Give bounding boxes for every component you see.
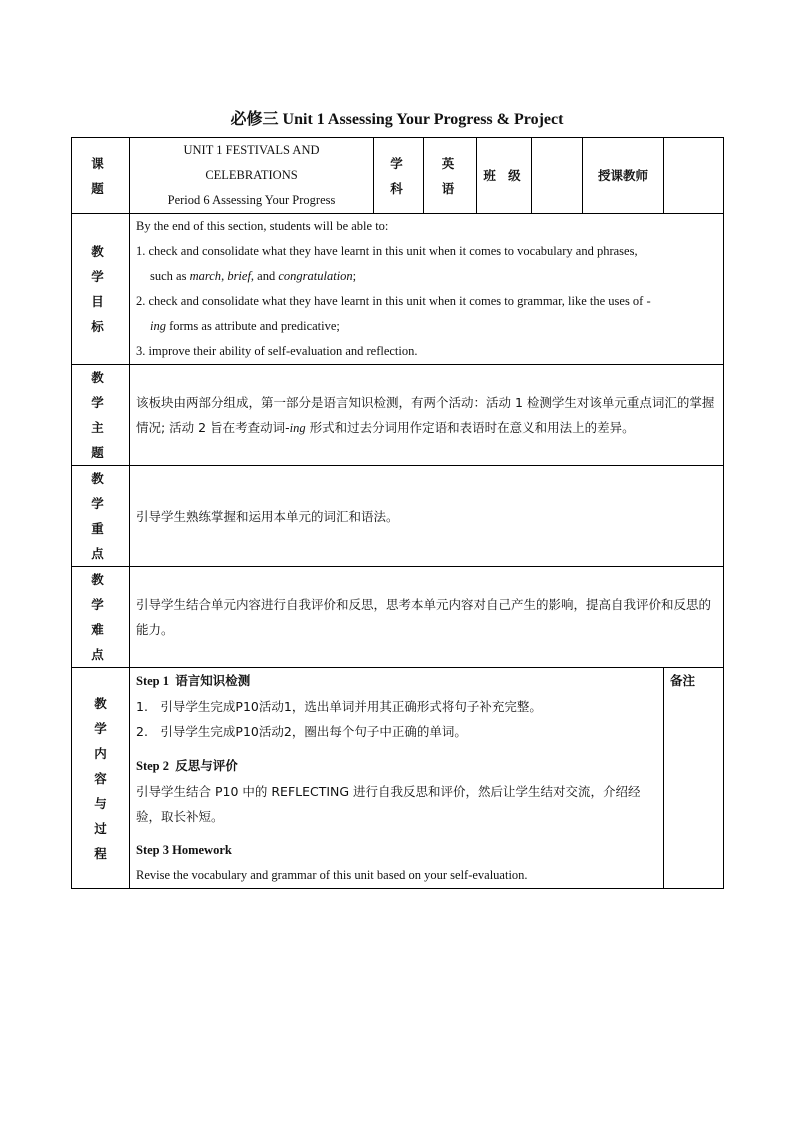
objective-3: 3. improve their ability of self-evaluation and reflection. <box>136 344 418 358</box>
step-3-text: Revise the vocabulary and grammar of this unit based on your self-evaluation. <box>136 868 528 882</box>
objectives-intro: By the end of this section, students will be able to: <box>136 219 389 233</box>
process-row <box>72 668 724 889</box>
difficulties-content: 引导学生结合单元内容进行自我评价和反思，思考本单元内容对自己产生的影响，提高自我评价和反思的能力。 <box>130 567 724 668</box>
process-label-char: 教 <box>94 695 107 711</box>
header-row <box>72 138 724 214</box>
topic-line-2: CELEBRATIONS <box>205 168 298 182</box>
lesson-plan-table <box>71 137 724 889</box>
process-label-char: 内 <box>94 745 107 761</box>
key-points-row <box>72 466 724 567</box>
step-2-heading: Step 2 反思与评价 <box>136 758 238 773</box>
theme-row <box>72 365 724 466</box>
objectives-label <box>72 214 130 365</box>
process-label-char: 学 <box>94 720 107 736</box>
objective-1-line-b: such as march, brief, and congratulation; <box>150 269 357 283</box>
difficulties-row <box>72 567 724 668</box>
process-label-char: 过 <box>94 820 107 836</box>
difficulties-label-a: 教 学 <box>91 572 110 612</box>
objective-2-line-b: ing forms as attribute and predicative; <box>150 319 340 333</box>
objective-1-line-a: 1. check and consolidate what they have learnt in this unit when it comes to vocabulary and phrases, <box>136 244 638 258</box>
key-points-content: 引导学生熟练掌握和运用本单元的词汇和语法。 <box>130 466 724 567</box>
key-points-label-a: 教 学 <box>91 471 110 511</box>
theme-content: 该板块由两部分组成，第一部分是语言知识检测，有两个活动：活动 1 检测学生对该单元重点词汇的掌握情况; 活动 2 旨在考查动词-ing 形式和过去分词用作定语和表语时在意义和用法上的差异。 <box>130 365 724 466</box>
class-value <box>532 138 583 214</box>
topic-cell <box>130 138 374 214</box>
topic-line-3: Period 6 Assessing Your Progress <box>167 193 336 207</box>
teacher-label: 授课教师 <box>583 138 664 214</box>
objective-2-line-a: 2. check and consolidate what they have learnt in this unit when it comes to grammar, like the uses of - <box>136 294 651 308</box>
process-content <box>130 668 664 889</box>
teacher-value <box>664 138 724 214</box>
step-2-text: 引导学生结合 P10 中的 REFLECTING 进行自我反思和评价，然后让学生结对交流，介绍经验，取长补短。 <box>136 784 641 824</box>
objectives-row <box>72 214 724 365</box>
objectives-label-a: 教 学 <box>91 244 110 284</box>
process-label-char: 程 <box>94 845 107 861</box>
step-1-heading: Step 1 语言知识检测 <box>136 673 251 688</box>
difficulties-label <box>72 567 130 668</box>
process-label <box>72 668 130 889</box>
key-points-label-b: 重 点 <box>91 521 110 561</box>
theme-label-b: 主 题 <box>91 420 110 460</box>
remark-cell: 备注 <box>664 668 724 889</box>
objectives-label-b: 目 标 <box>91 294 110 334</box>
process-label-char: 容 <box>94 770 107 786</box>
subject-value: 英 语 <box>424 138 477 214</box>
process-label-char: 与 <box>94 795 107 811</box>
step-1-item-2: 2. 引导学生完成P10活动2，圈出每个句子中正确的单词。 <box>136 724 467 739</box>
step-1-item-1: 1. 引导学生完成P10活动1，选出单词并用其正确形式将句子补充完整。 <box>136 699 542 714</box>
class-label: 班 级 <box>477 138 532 214</box>
key-points-label <box>72 466 130 567</box>
objectives-content <box>130 214 724 365</box>
document-title: 必修三 Unit 1 Assessing Your Progress & Project <box>230 111 564 128</box>
difficulties-label-b: 难 点 <box>91 622 110 662</box>
topic-label: 课 题 <box>72 138 130 214</box>
subject-label: 学 科 <box>374 138 424 214</box>
step-3-heading: Step 3 Homework <box>136 843 232 857</box>
topic-line-1: UNIT 1 FESTIVALS AND <box>183 143 320 157</box>
theme-label <box>72 365 130 466</box>
theme-label-a: 教 学 <box>91 370 110 410</box>
